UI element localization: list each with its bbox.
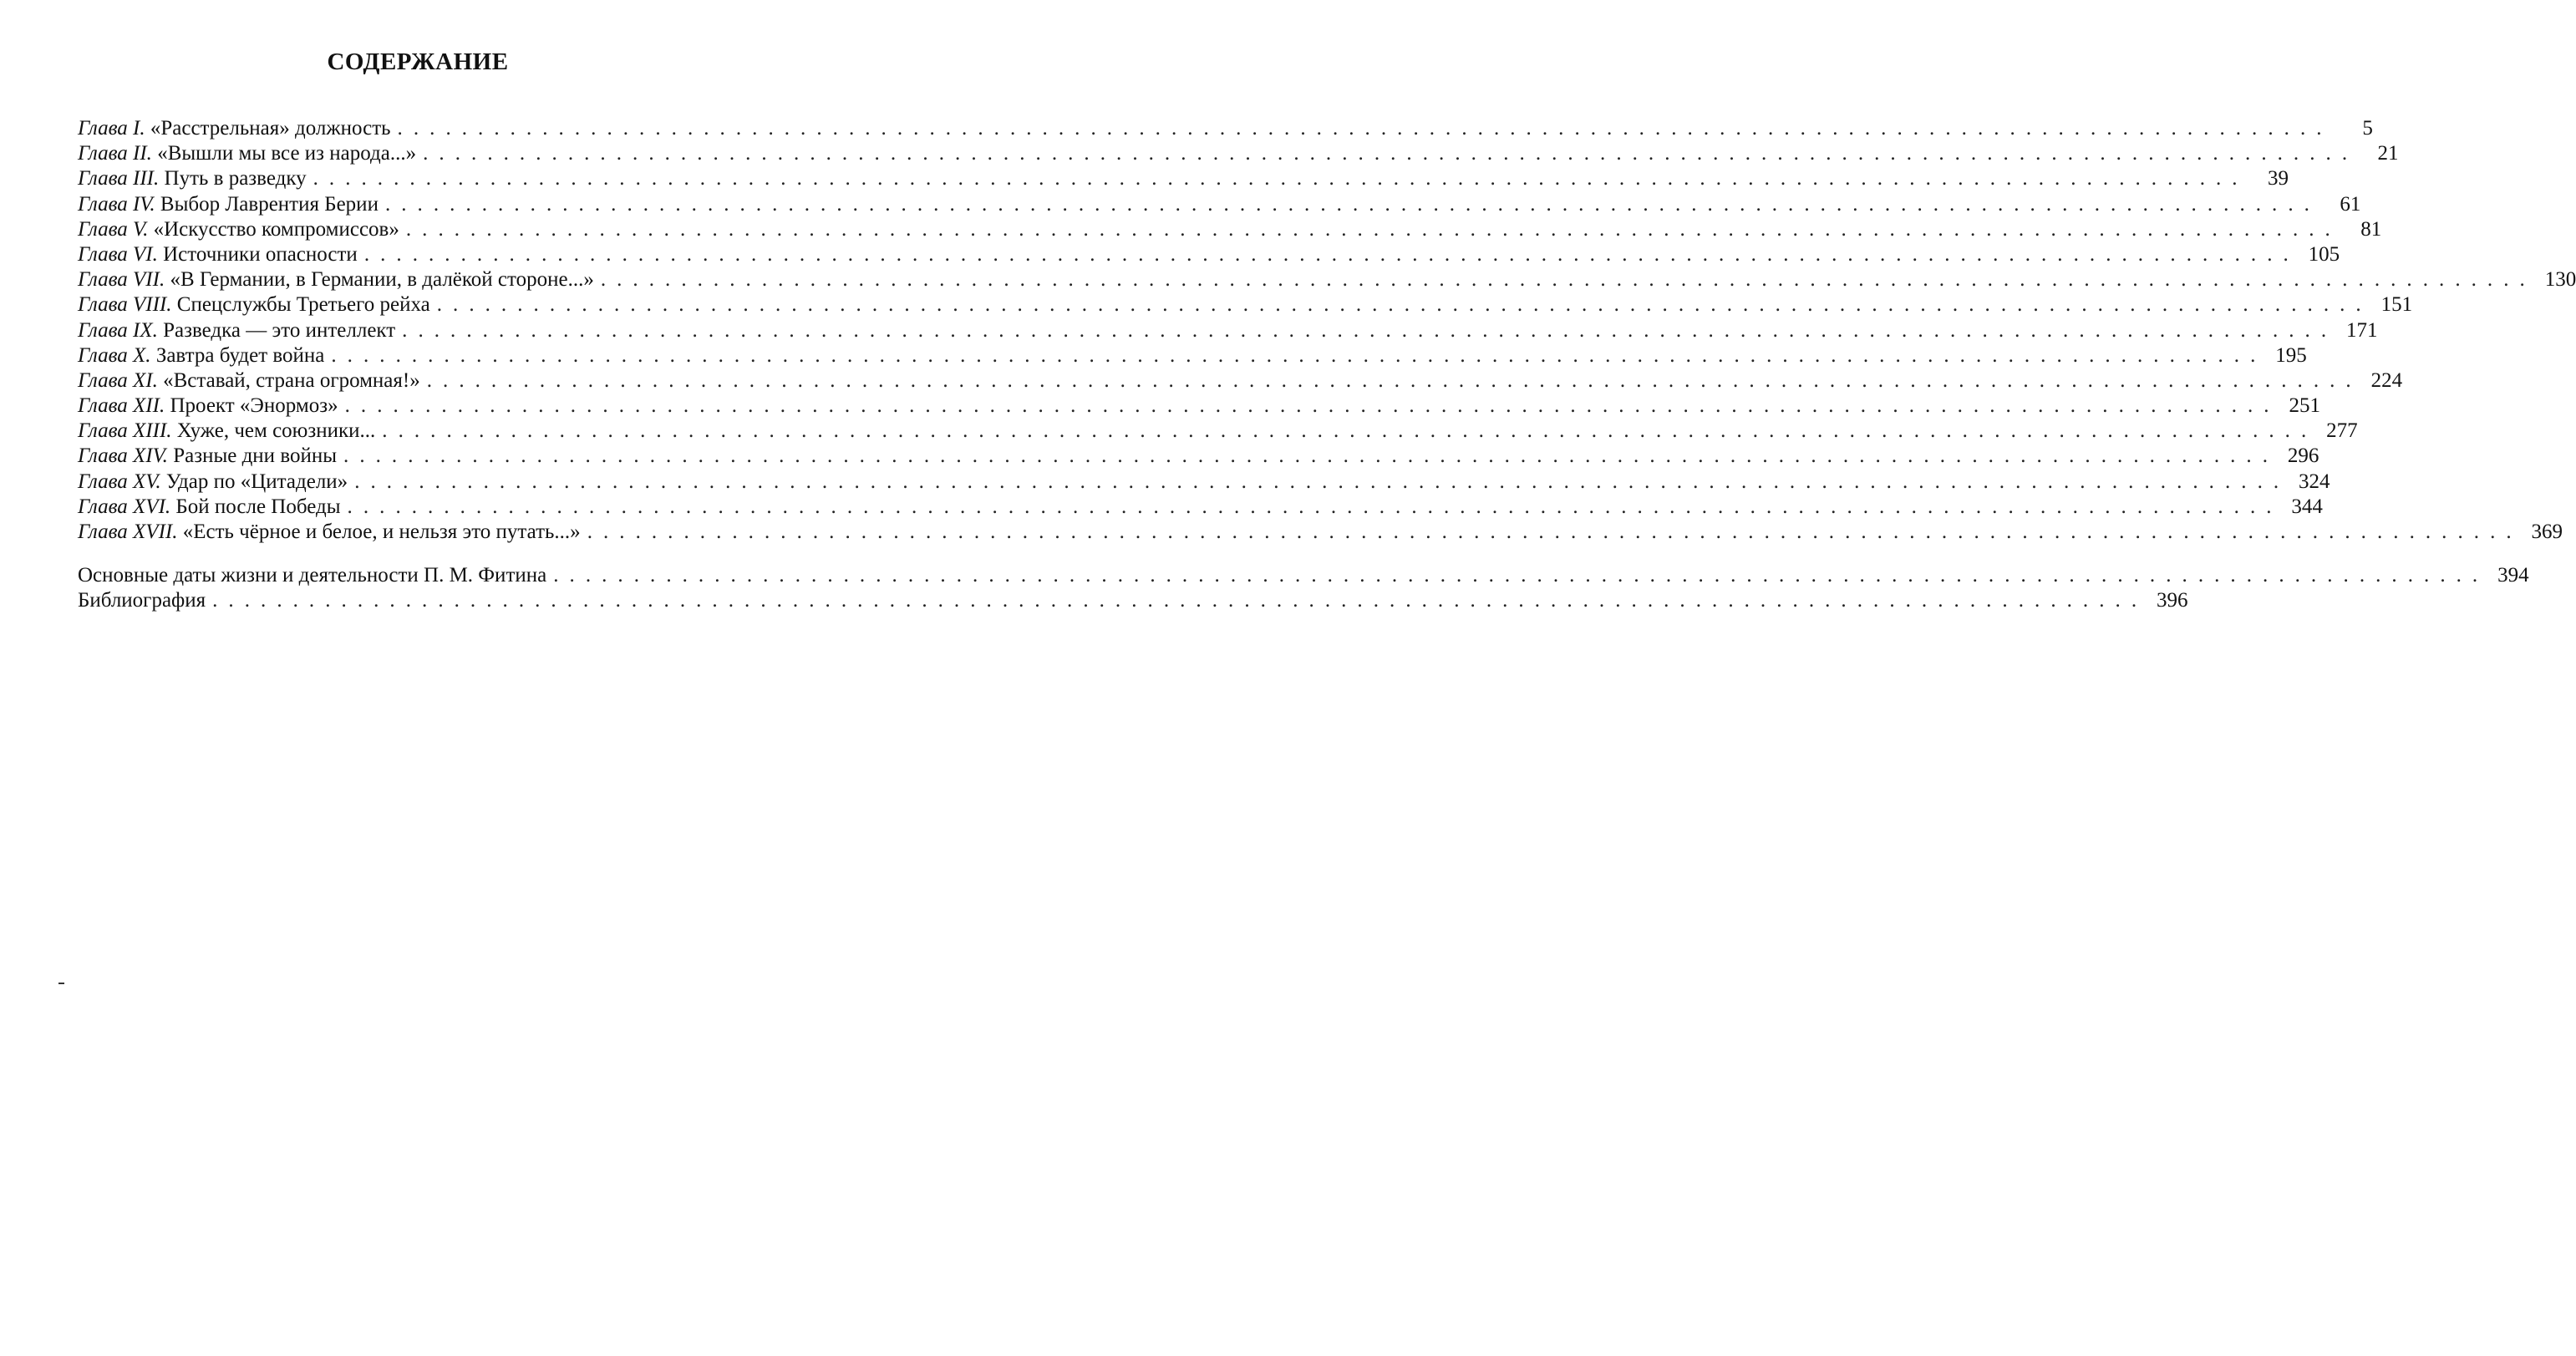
chapter-number: Глава IX. <box>78 318 158 342</box>
entry-title: «Искусство компромиссов» <box>153 217 399 241</box>
dot-leader: . . . . . . . . . . . . . . . . . . . . . . . . . . . . . . . . . . . . . . . . . . . . . . . . . . . . . . . . . . . . . . . . . . . . . . . . . . . . . . . . . . . . . . . . . . . . . . . . . . . . . . . . . . . . . . . . . . . . . . . . <box>343 444 2271 468</box>
entry-label <box>78 563 546 588</box>
page-number: 105 <box>2308 242 2340 266</box>
entry-label <box>78 141 416 166</box>
entry-title: Хуже, чем союзники... <box>176 419 376 443</box>
page-number: 5 <box>2362 117 2373 140</box>
dot-leader: . . . . . . . . . . . . . . . . . . . . . . . . . . . . . . . . . . . . . . . . . . . . . . . . . . . . . . . . . . . . . . . . . . . . . . . . . . . . . . . . . . . . . . . . . . . . . . . . . . . . . . . . . . . . . . . . . . . . . . . . <box>344 394 2272 418</box>
toc-entry <box>78 520 2563 545</box>
entry-title: Источники опасности <box>163 242 358 266</box>
toc-entry <box>78 166 2289 191</box>
dot-leader: . . . . . . . . . . . . . . . . . . . . . . . . . . . . . . . . . . . . . . . . . . . . . . . . . . . . . . . . . . . . . . . . . . . . . . . . . . . . . . . . . . . . . . . . . . . . . . . . . . . . . . . . . . . . . . . . . . . . . . . . <box>397 117 2324 140</box>
dot-leader: . . . . . . . . . . . . . . . . . . . . . . . . . . . . . . . . . . . . . . . . . . . . . . . . . . . . . . . . . . . . . . . . . . . . . . . . . . . . . . . . . . . . . . . . . . . . . . . . . . . . . . . . . . . . . . . . . . . . . . . . <box>331 343 2258 367</box>
entry-label <box>78 116 391 141</box>
entry-label <box>78 444 337 469</box>
page-number: 61 <box>2340 192 2361 216</box>
entry-label <box>78 166 307 191</box>
entry-label <box>78 470 348 495</box>
entry-title: Проект «Энормоз» <box>170 394 338 418</box>
page-number: 251 <box>2289 394 2320 418</box>
dot-leader: . . . . . . . . . . . . . . . . . . . . . . . . . . . . . . . . . . . . . . . . . . . . . . . . . . . . . . . . . . . . . . . . . . . . . . . . . . . . . . . . . . . . . . . . . . . . . . . . . . . . . . . . . . . . . . . . . . . . . . . . <box>600 268 2528 292</box>
page-number: 151 <box>2380 293 2413 317</box>
toc-entry <box>78 318 2378 343</box>
entry-label <box>78 394 338 419</box>
toc-entry <box>78 470 2330 495</box>
dot-leader: . . . . . . . . . . . . . . . . . . . . . . . . . . . . . . . . . . . . . . . . . . . . . . . . . . . . . . . . . . . . . . . . . . . . . . . . . . . . . . . . . . . . . . . . . . . . . . . . . . . . . . . . . . . . . . . . . . . . . . . . <box>436 293 2365 317</box>
dot-leader: . . . . . . . . . . . . . . . . . . . . . . . . . . . . . . . . . . . . . . . . . . . . . . . . . . . . . . . . . . . . . . . . . . . . . . . . . . . . . . . . . . . . . . . . . . . . . . . . . . . . . . . . . . . . . . . . . . . . . . . . <box>405 217 2334 241</box>
entry-label <box>78 419 375 444</box>
dot-leader: . . . . . . . . . . . . . . . . . . . . . . . . . . . . . . . . . . . . . . . . . . . . . . . . . . . . . . . . . . . . . . . . . . . . . . . . . . . . . . . . . . . . . . . . . . . . . . . . . . . . . . . . . . . . . . . . . . . . . . . . <box>423 142 2350 165</box>
chapter-number: Глава VII. <box>78 268 165 292</box>
entry-title: «Вставай, страна огромная!» <box>163 368 420 392</box>
chapter-number: Глава V. <box>78 217 149 241</box>
entry-title: Бой после Победы <box>175 495 341 518</box>
entry-title: Завтра будет война <box>155 343 325 367</box>
chapter-number: Глава XIII. <box>78 419 172 443</box>
toc-entry <box>78 444 2319 469</box>
toc-entry <box>78 217 2382 242</box>
dot-leader: . . . . . . . . . . . . . . . . . . . . . . . . . . . . . . . . . . . . . . . . . . . . . . . . . . . . . . . . . . . . . . . . . . . . . . . . . . . . . . . . . . . . . . . . . . . . . . . . . . . . . . . . . . . . . . . . . . . . . . . . <box>354 470 2282 493</box>
page-number: 195 <box>2275 343 2307 367</box>
chapter-number: Глава XV. <box>78 470 161 493</box>
page-number: 171 <box>2346 318 2378 342</box>
entry-title: Библиография <box>78 589 206 612</box>
page-number: 396 <box>2156 589 2188 612</box>
page-number: 344 <box>2291 495 2323 518</box>
entry-title: Удар по «Цитадели» <box>165 470 348 493</box>
dot-leader: . . . . . . . . . . . . . . . . . . . . . . . . . . . . . . . . . . . . . . . . . . . . . . . . . . . . . . . . . . . . . . . . . . . . . . . . . . . . . . . . . . . . . . . . . . . . . . . . . . . . . . . . . . . . . . . . . . . . . . . . <box>384 192 2313 216</box>
chapter-number: Глава IV. <box>78 192 155 216</box>
chapter-number: Глава II. <box>78 142 152 165</box>
entry-title: Путь в разведку <box>164 167 307 190</box>
dot-leader: . . . . . . . . . . . . . . . . . . . . . . . . . . . . . . . . . . . . . . . . . . . . . . . . . . . . . . . . . . . . . . . . . . . . . . . . . . . . . . . . . . . . . . . . . . . . . . . . . . . . . . . . . . . . . . . . . . . . . . . . <box>402 318 2330 342</box>
page-number: 296 <box>2287 444 2319 468</box>
page-number: 21 <box>2377 142 2399 165</box>
dot-leader: . . . . . . . . . . . . . . . . . . . . . . . . . . . . . . . . . . . . . . . . . . . . . . . . . . . . . . . . . . . . . . . . . . . . . . . . . . . . . . . . . . . . . . . . . . . . . . . . . . . . . . . . . . . . . . . . . . . . . . . . <box>312 167 2240 190</box>
dot-leader: . . . . . . . . . . . . . . . . . . . . . . . . . . . . . . . . . . . . . . . . . . . . . . . . . . . . . . . . . . . . . . . . . . . . . . . . . . . . . . . . . . . . . . . . . . . . . . . . . . . . . . . . . . . . . . . . . . . . . . . . <box>426 368 2355 392</box>
chapter-number: Глава XI. <box>78 368 158 392</box>
toc-entry <box>78 343 2307 368</box>
dot-leader: . . . . . . . . . . . . . . . . . . . . . . . . . . . . . . . . . . . . . . . . . . . . . . . . . . . . . . . . . . . . . . . . . . . . . . . . . . . . . . . . . . . . . . . . . . . . . . . . . . . . . . . . . . . . . . . . . . . . . . . . <box>347 495 2274 518</box>
entry-label <box>78 368 420 394</box>
entry-title: Спецслужбы Третьего рейха <box>176 293 430 317</box>
dot-leader: . . . . . . . . . . . . . . . . . . . . . . . . . . . . . . . . . . . . . . . . . . . . . . . . . . . . . . . . . . . . . . . . . . . . . . . . . . . . . . . . . . . . . . . . . . . . . . . . . . . . . . . . . . . . . . . . . . . . . . . . <box>553 564 2481 587</box>
page-number: 324 <box>2299 470 2330 493</box>
dot-leader: . . . . . . . . . . . . . . . . . . . . . . . . . . . . . . . . . . . . . . . . . . . . . . . . . . . . . . . . . . . . . . . . . . . . . . . . . . . . . . . . . . . . . . . . . . . . . . . . . . . . . . . . . . . . . . . . . . . . . . . . <box>587 521 2515 543</box>
toc-entry <box>78 368 2403 394</box>
chapter-number: Глава X. <box>78 343 151 367</box>
toc-entry <box>78 292 2413 317</box>
entry-title: Основные даты жизни и деятельности П. М. Фитина <box>78 564 547 587</box>
stray-mark <box>58 983 64 984</box>
entry-label <box>78 343 324 368</box>
entry-title: Разные дни войны <box>173 444 338 468</box>
entry-title: «Вышли мы все из народа...» <box>157 142 417 165</box>
entry-label <box>78 192 379 217</box>
entry-title: «Есть чёрное и белое, и нельзя это путать...» <box>182 521 581 543</box>
entry-label <box>78 242 358 267</box>
dot-leader: . . . . . . . . . . . . . . . . . . . . . . . . . . . . . . . . . . . . . . . . . . . . . . . . . . . . . . . . . . . . . . . . . . . . . . . . . . . . . . . . . . . . . . . . . . . . . . . . . . . . . . . . . . . . . . . . . . . . . . . . <box>363 242 2292 266</box>
page-number: 130 <box>2544 268 2576 292</box>
chapter-number: Глава XVI. <box>78 495 171 518</box>
chapter-number: Глава XIV. <box>78 444 168 468</box>
toc-entry <box>78 588 2188 613</box>
entry-label <box>78 217 399 242</box>
page-number: 224 <box>2370 368 2403 392</box>
chapter-number: Глава I. <box>78 117 145 140</box>
page-title: СОДЕРЖАНИЕ <box>327 48 509 75</box>
toc-entry <box>78 495 2323 520</box>
toc-entry <box>78 394 2320 419</box>
page-number: 277 <box>2326 419 2358 443</box>
chapter-number: Глава XVII. <box>78 521 178 543</box>
toc-entry <box>78 419 2358 444</box>
dot-leader: . . . . . . . . . . . . . . . . . . . . . . . . . . . . . . . . . . . . . . . . . . . . . . . . . . . . . . . . . . . . . . . . . . . . . . . . . . . . . . . . . . . . . . . . . . . . . . . . . . . . . . . . . . . . . . . . . . . . . . . . <box>212 589 2140 612</box>
chapter-number: Глава VI. <box>78 242 158 266</box>
toc-entry <box>78 242 2340 267</box>
entry-label <box>78 318 395 343</box>
toc-entry <box>78 267 2576 292</box>
entry-label <box>78 495 341 520</box>
toc-entry <box>78 141 2399 166</box>
toc-entry <box>78 116 2373 141</box>
dot-leader: . . . . . . . . . . . . . . . . . . . . . . . . . . . . . . . . . . . . . . . . . . . . . . . . . . . . . . . . . . . . . . . . . . . . . . . . . . . . . . . . . . . . . . . . . . . . . . . . . . . . . . . . . . . . . . . . . . . . . . . . <box>382 419 2309 443</box>
chapter-number: Глава III. <box>78 167 160 190</box>
entry-title: Разведка — это интеллект <box>163 318 396 342</box>
entry-label <box>78 520 581 545</box>
table-of-contents-appendix <box>78 563 2529 613</box>
table-of-contents <box>78 116 2576 545</box>
entry-label <box>78 267 594 292</box>
entry-title: «В Германии, в Германии, в далёкой стороне...» <box>170 268 594 292</box>
entry-title: «Расстрельная» должность <box>150 117 391 140</box>
page-number: 81 <box>2360 217 2382 241</box>
chapter-number: Глава XII. <box>78 394 165 418</box>
entry-title: Выбор Лаврентия Берии <box>160 192 379 216</box>
page-number: 394 <box>2497 564 2529 587</box>
chapter-number: Глава VIII. <box>78 293 172 317</box>
entry-label <box>78 588 206 613</box>
toc-entry <box>78 563 2529 588</box>
page-number: 39 <box>2267 167 2289 190</box>
toc-entry <box>78 192 2361 217</box>
page-number: 369 <box>2531 521 2563 543</box>
entry-label <box>78 292 430 317</box>
